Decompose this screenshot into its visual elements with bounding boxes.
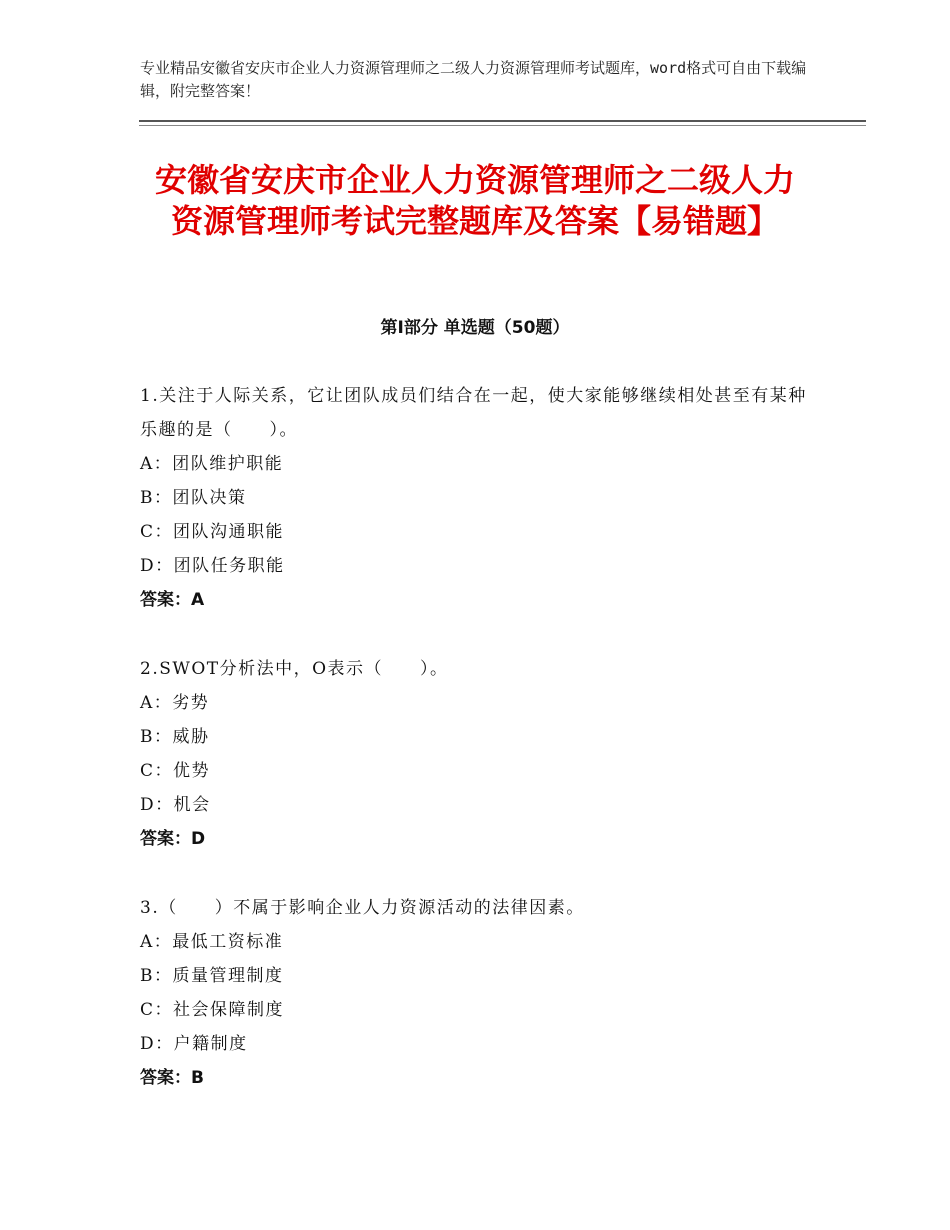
- option-a: A：团队维护职能: [140, 454, 284, 474]
- document-title: 安徽省安庆市企业人力资源管理师之二级人力资源管理师考试完整题库及答案【易错题】: [154, 161, 795, 240]
- option-c: C：团队沟通职能: [140, 522, 285, 542]
- header-divider: [139, 120, 866, 122]
- section-title: 第Ⅰ部分 单选题（50题）: [380, 318, 570, 338]
- option-d: D：机会: [140, 795, 211, 815]
- answer: 答案：B: [140, 1068, 204, 1088]
- option-b: B：威胁: [140, 727, 210, 747]
- option-a: A：劣势: [140, 693, 210, 713]
- option-b: B：质量管理制度: [140, 966, 284, 986]
- option-d: D：户籍制度: [140, 1034, 248, 1054]
- option-a: A：最低工资标准: [140, 932, 284, 952]
- answer: 答案：A: [140, 590, 205, 610]
- question-1: [140, 379, 820, 617]
- answer: 答案：D: [140, 829, 206, 849]
- question-stem: 1.关注于人际关系，它让团队成员们结合在一起，使大家能够继续相处甚至有某种乐趣的是（ ）。: [140, 386, 807, 440]
- header-note: 专业精品安徽省安庆市企业人力资源管理师之二级人力资源管理师考试题库，word格式可自由下载编辑，附完整答案！: [140, 59, 807, 100]
- question-stem: 3.（ ）不属于影响企业人力资源活动的法律因素。: [140, 898, 585, 918]
- question-3: [140, 891, 820, 1095]
- header-divider-thin: [139, 125, 866, 126]
- question-2: [140, 652, 820, 856]
- option-b: B：团队决策: [140, 488, 247, 508]
- option-c: C：社会保障制度: [140, 1000, 285, 1020]
- option-c: C：优势: [140, 761, 211, 781]
- question-stem: 2.SWOT分析法中，O表示（ ）。: [140, 659, 449, 679]
- option-d: D：团队任务职能: [140, 556, 285, 576]
